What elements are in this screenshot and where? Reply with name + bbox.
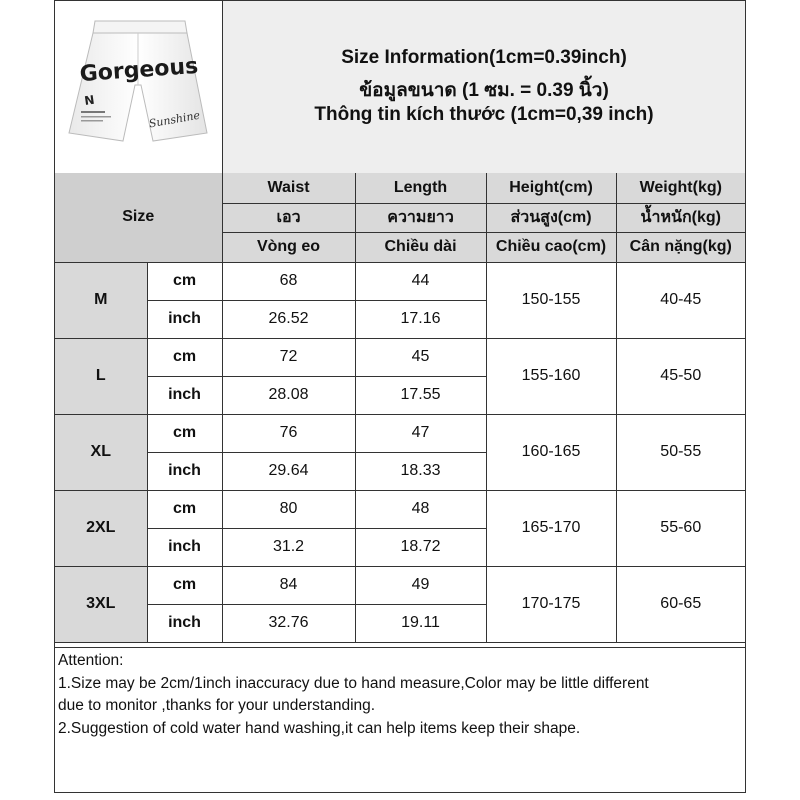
weight-range: 55-60 (616, 490, 745, 566)
table-row (55, 566, 745, 604)
col-header-weight-vi: Cân nặng(kg) (616, 232, 745, 262)
header-row (55, 1, 745, 174)
col-header-length-th: ความยาว (355, 203, 486, 232)
size-information-cell (223, 1, 745, 173)
logo-text: Gorgeous (78, 53, 199, 88)
waist-inch: 32.76 (222, 604, 355, 642)
unit-cm: cm (147, 414, 222, 452)
attention-notes (55, 647, 745, 793)
height-range: 150-155 (486, 262, 616, 338)
attention-title: Attention: (58, 652, 124, 669)
length-inch: 17.16 (355, 300, 486, 338)
waist-inch: 28.08 (222, 376, 355, 414)
weight-range: 50-55 (616, 414, 745, 490)
unit-inch: inch (147, 604, 222, 642)
weight-range: 40-45 (616, 262, 745, 338)
unit-cm: cm (147, 338, 222, 376)
col-header-length-vi: Chiều dài (355, 232, 486, 262)
col-header-height-en: Height(cm) (486, 173, 616, 203)
waist-inch: 31.2 (222, 528, 355, 566)
length-cm: 48 (355, 490, 486, 528)
height-range: 155-160 (486, 338, 616, 414)
size-chart-sheet (54, 0, 746, 793)
size-table (55, 173, 745, 643)
waist-cm: 72 (222, 338, 355, 376)
col-header-height-th: ส่วนสูง(cm) (486, 203, 616, 232)
size-label: M (55, 262, 147, 338)
size-label: XL (55, 414, 147, 490)
length-cm: 45 (355, 338, 486, 376)
unit-inch: inch (147, 452, 222, 490)
table-row (55, 338, 745, 376)
unit-inch: inch (147, 376, 222, 414)
length-inch: 18.33 (355, 452, 486, 490)
col-header-weight-th: น้ำหนัก(kg) (616, 203, 745, 232)
waist-cm: 84 (222, 566, 355, 604)
waist-cm: 68 (222, 262, 355, 300)
length-cm: 49 (355, 566, 486, 604)
length-inch: 18.72 (355, 528, 486, 566)
height-range: 170-175 (486, 566, 616, 642)
waist-cm: 80 (222, 490, 355, 528)
length-inch: 19.11 (355, 604, 486, 642)
script-text: Sunshine (147, 108, 201, 131)
unit-inch: inch (147, 528, 222, 566)
unit-cm: cm (147, 566, 222, 604)
col-header-length-en: Length (355, 173, 486, 203)
weight-range: 60-65 (616, 566, 745, 642)
info-line-english: Size Information(1cm=0.39inch) (341, 47, 627, 68)
length-cm: 47 (355, 414, 486, 452)
height-range: 165-170 (486, 490, 616, 566)
table-row (55, 490, 745, 528)
height-range: 160-165 (486, 414, 616, 490)
col-header-waist-en: Waist (222, 173, 355, 203)
col-header-height-vi: Chiều cao(cm) (486, 232, 616, 262)
waist-inch: 26.52 (222, 300, 355, 338)
svg-text:N: N (83, 92, 96, 108)
attention-line: 2.Suggestion of cold water hand washing,it can help items keep their shape. (58, 719, 581, 737)
unit-cm: cm (147, 490, 222, 528)
attention-line: 1.Size may be 2cm/1inch inaccuracy due to hand measure,Color may be little different (58, 674, 649, 692)
table-row (55, 262, 745, 300)
product-image (55, 1, 223, 173)
col-header-waist-th: เอว (222, 203, 355, 232)
waist-inch: 29.64 (222, 452, 355, 490)
size-label: L (55, 338, 147, 414)
size-label: 2XL (55, 490, 147, 566)
info-line-vietnamese: Thông tin kích thước (1cm=0,39 inch) (314, 104, 654, 125)
info-line-thai: ข้อมูลขนาด (1 ซม. = 0.39 นิ้ว) (359, 80, 609, 101)
length-inch: 17.55 (355, 376, 486, 414)
col-header-waist-vi: Vòng eo (222, 232, 355, 262)
length-cm: 44 (355, 262, 486, 300)
table-row (55, 414, 745, 452)
waist-cm: 76 (222, 414, 355, 452)
size-label: 3XL (55, 566, 147, 642)
weight-range: 45-50 (616, 338, 745, 414)
unit-inch: inch (147, 300, 222, 338)
size-header: Size (55, 173, 222, 262)
col-header-weight-en: Weight(kg) (616, 173, 745, 203)
attention-line: due to monitor ,thanks for your understanding. (58, 697, 376, 714)
shorts-product-icon (55, 1, 222, 173)
unit-cm: cm (147, 262, 222, 300)
